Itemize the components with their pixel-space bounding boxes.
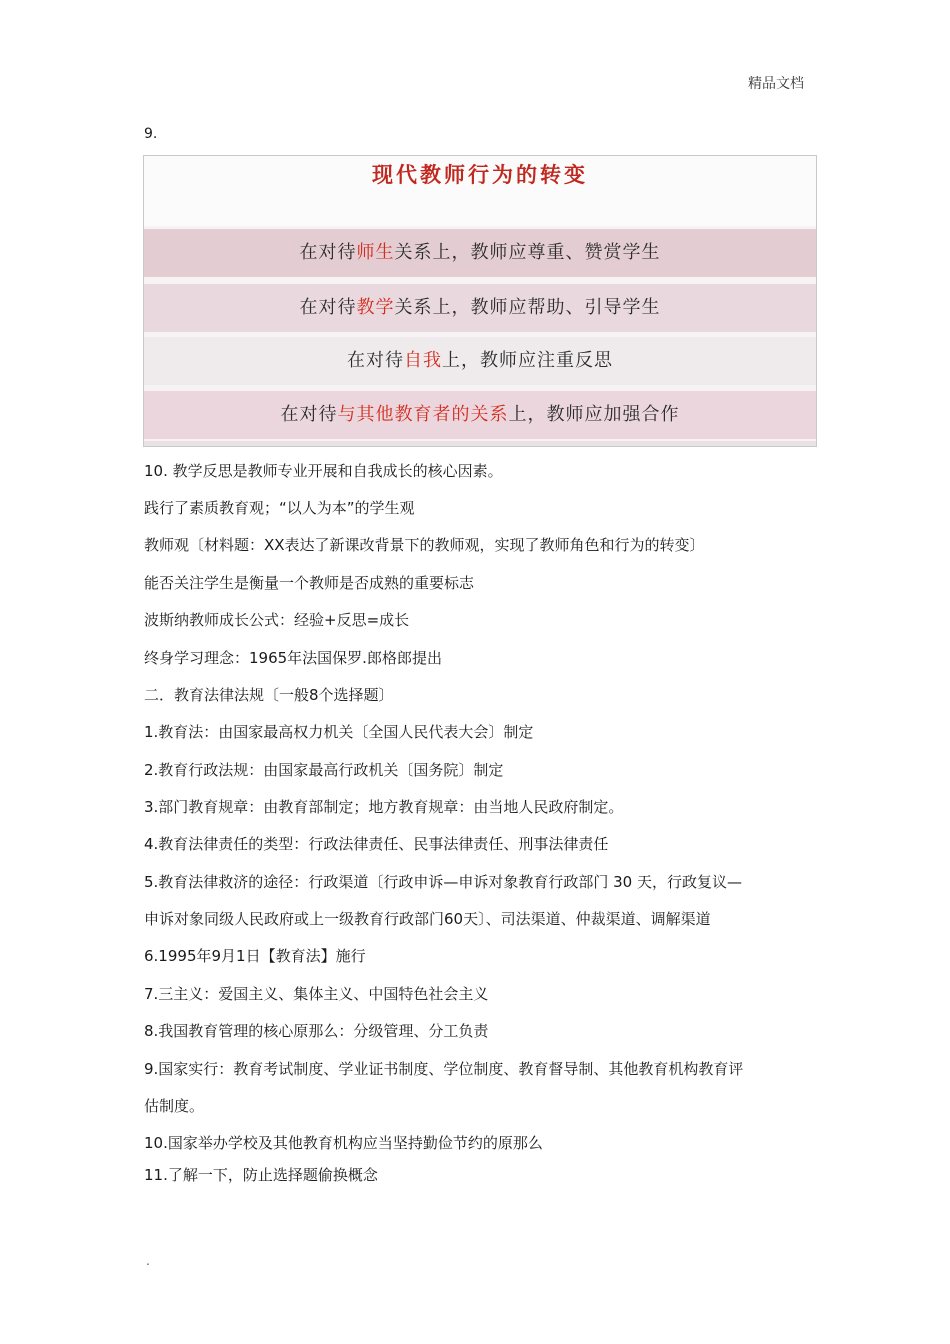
text-line: 3.部门教育规章：由教育部制定；地方教育规章：由当地人民政府制定。 bbox=[144, 798, 624, 816]
row-highlight: 教学 bbox=[356, 297, 395, 318]
text-line: 终身学习理念：1965年法国保罗.郎格郎提出 bbox=[144, 649, 442, 667]
figure-bottom-strip bbox=[144, 441, 816, 447]
row-highlight: 自我 bbox=[404, 350, 442, 371]
row-highlight: 与其他教育者的关系 bbox=[337, 404, 509, 425]
text-line: 2.教育行政法规：由国家最高行政机关〔国务院〕制定 bbox=[144, 761, 504, 779]
text-line: 申诉对象同级人民政府或上一级教育行政部门60天〕、司法渠道、仲裁渠道、调解渠道 bbox=[144, 910, 711, 928]
row-prefix: 在对待 bbox=[280, 404, 338, 425]
text-line: 1.教育法：由国家最高权力机关〔全国人民代表大会〕制定 bbox=[144, 723, 534, 741]
row-highlight: 师生 bbox=[356, 242, 395, 263]
section-heading: 二．教育法律法规〔一般8个选择题〕 bbox=[144, 686, 394, 704]
text-line: 9.国家实行：教育考试制度、学业证书制度、学位制度、教育督导制、其他教育机构教育评 bbox=[144, 1060, 744, 1078]
item-number-9: 9. bbox=[144, 126, 158, 142]
figure-row bbox=[144, 284, 816, 332]
text-line: 践行了素质教育观；“以人为本”的学生观 bbox=[144, 499, 415, 517]
teacher-behavior-figure bbox=[143, 155, 817, 447]
figure-row bbox=[144, 229, 816, 277]
text-line: 11.了解一下，防止选择题偷换概念 bbox=[144, 1166, 378, 1184]
row-suffix: 关系上，教师应尊重、赞赏学生 bbox=[394, 242, 661, 263]
text-line: 10. 教学反思是教师专业开展和自我成长的核心因素。 bbox=[144, 462, 503, 480]
row-prefix: 在对待 bbox=[299, 242, 357, 263]
figure-row bbox=[144, 337, 816, 385]
text-line: 4.教育法律责任的类型：行政法律责任、民事法律责任、刑事法律责任 bbox=[144, 835, 609, 853]
figure-row bbox=[144, 391, 816, 439]
text-line: 能否关注学生是衡量一个教师是否成熟的重要标志 bbox=[144, 574, 475, 592]
row-suffix: 关系上，教师应帮助、引导学生 bbox=[394, 297, 661, 318]
text-line: 教师观〔材料题：XX表达了新课改背景下的教师观，实现了教师角色和行为的转变〕 bbox=[144, 536, 705, 554]
text-line: 5.教育法律救济的途径：行政渠道〔行政申诉—申诉对象教育行政部门 30 天，行政复议— bbox=[144, 873, 742, 891]
row-prefix: 在对待 bbox=[299, 297, 357, 318]
row-prefix: 在对待 bbox=[347, 350, 404, 371]
text-line: 6.1995年9月1日【教育法】施行 bbox=[144, 947, 366, 965]
text-line: 波斯纳教师成长公式：经验+反思=成长 bbox=[144, 611, 410, 629]
row-suffix: 上，教师应加强合作 bbox=[508, 404, 680, 425]
row-suffix: 上，教师应注重反思 bbox=[442, 350, 613, 371]
text-line: 7.三主义：爱国主义、集体主义、中国特色社会主义 bbox=[144, 985, 489, 1003]
footer-mark: . bbox=[146, 1254, 150, 1268]
header-label: 精品文档 bbox=[748, 76, 804, 92]
text-line: 8.我国教育管理的核心原那么：分级管理、分工负责 bbox=[144, 1022, 489, 1040]
figure-title: 现代教师行为的转变 bbox=[144, 156, 816, 226]
text-line: 估制度。 bbox=[144, 1097, 205, 1115]
text-line: 10.国家举办学校及其他教育机构应当坚持勤俭节约的原那么 bbox=[144, 1134, 543, 1152]
